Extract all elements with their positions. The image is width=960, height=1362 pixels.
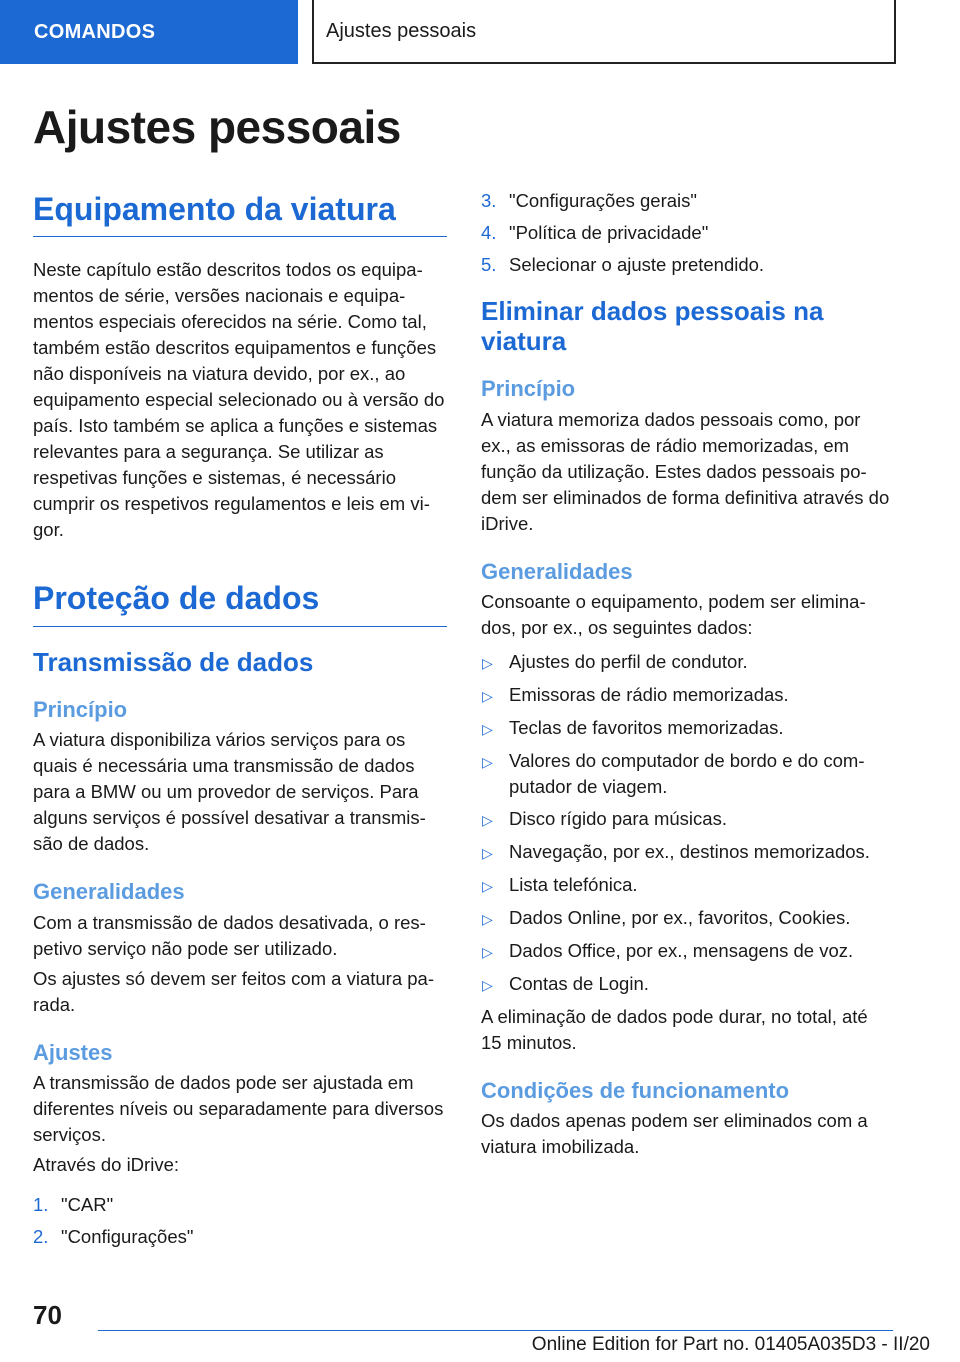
principle-text: A viatura memoriza dados pessoais como, por ex., as emissoras de rádio memorizadas, em função da utilização. Estes dados pessoais podem ser eliminados de forma definitiva através do iDrive. (481, 408, 890, 534)
step-item (481, 188, 891, 214)
list-item (481, 682, 891, 709)
step-item (33, 1224, 447, 1250)
heading-principle: Princípio (33, 696, 128, 722)
list-item (481, 905, 891, 932)
left-column (33, 190, 447, 1256)
step-item (481, 252, 891, 278)
list-item-text: Ajustes do perfil de condutor. (509, 651, 748, 673)
deletable-data-list (481, 649, 891, 998)
triangle-right-icon: ▷ (482, 977, 493, 994)
steps-list-right (481, 188, 891, 278)
heading-settings: Ajustes (33, 1039, 113, 1065)
heading-data-protection: Proteção de dados (33, 579, 447, 626)
step-text: "Política de privacidade" (509, 222, 709, 243)
idrive-text: Através do iDrive: (33, 1154, 179, 1176)
heading-general: Generalidades (481, 558, 633, 584)
list-item (481, 806, 891, 833)
list-item (481, 649, 891, 676)
triangle-right-icon: ▷ (482, 688, 493, 705)
triangle-right-icon: ▷ (482, 878, 493, 895)
list-item-text: Emissoras de rádio memorizadas. (509, 684, 789, 706)
triangle-right-icon: ▷ (482, 944, 493, 961)
page-number: 70 (33, 1300, 62, 1330)
heading-principle: Princípio (481, 376, 576, 402)
principle-text: A viatura disponibiliza vários serviços para os quais é necessária uma transmissão de dados para a BMW ou um provedor de serviços. Para alguns serviços é possível desativar a transmissão de dados. (33, 729, 426, 855)
steps-list-left (33, 1192, 447, 1250)
triangle-right-icon: ▷ (482, 812, 493, 829)
step-number: 3. (481, 190, 497, 211)
heading-data-transmission: Transmissão de dados (33, 646, 314, 677)
footer-edition: Online Edition for Part no. 01405A035D3 - II/20 (531, 1334, 930, 1355)
triangle-right-icon: ▷ (482, 655, 493, 672)
list-item (481, 839, 891, 866)
step-number: 5. (481, 254, 497, 275)
heading-equipment: Equipamento da viatura (33, 190, 447, 237)
heading-general: Generalidades (33, 879, 185, 905)
list-item-text: Dados Online, por ex., favoritos, Cookies. (509, 907, 851, 929)
settings-text: A transmissão de dados pode ser ajustada em diferentes níveis ou separadamente para diversos serviços. (33, 1072, 444, 1146)
step-text: "Configurações gerais" (509, 190, 697, 211)
list-item (481, 715, 891, 742)
list-item-text: Valores do computador de bordo e do computador de viagem. (509, 750, 865, 798)
list-item (481, 872, 891, 899)
general-text-1: Com a transmissão de dados desativada, o respetivo serviço não pode ser utilizado. (33, 911, 426, 959)
footer-divider (98, 1330, 893, 1331)
triangle-right-icon: ▷ (482, 721, 493, 738)
page-title: Ajustes pessoais (33, 101, 401, 153)
general-text: Consoante o equipamento, podem ser eliminados, por ex., os seguintes dados: (481, 591, 866, 639)
step-text: Selecionar o ajuste pretendido. (509, 254, 765, 275)
list-item-text: Navegação, por ex., destinos memorizados. (509, 841, 870, 863)
list-item (481, 971, 891, 998)
header-chapter-title: Ajustes pessoais (312, 0, 896, 64)
step-number: 2. (33, 1226, 49, 1248)
list-item (481, 748, 891, 800)
step-item (33, 1192, 447, 1218)
list-item-text: Contas de Login. (509, 973, 649, 995)
equipment-text: Neste capítulo estão descritos todos os equipamentos de série, versões nacionais e equipamentos especiais oferecidos na série. Como tal, também estão descritos equipamentos e funções não disponíveis na viatura devido, por ex., ao equipamento especial selecionado ou à versão do país. Isto também se aplica a funções e sistemas relevantes para a segurança. Se utilizar as respetivas funções e sistemas, é necessário cumprir os respetivos regulamentos e leis em vigor. (33, 259, 445, 541)
conditions-text: Os dados apenas podem ser eliminados com a viatura imobilizada. (481, 1110, 868, 1158)
general-text-2: Os ajustes só devem ser feitos com a viatura parada. (33, 967, 435, 1015)
heading-delete-personal-data: Eliminar dados pessoais na viatura (481, 296, 824, 357)
step-number: 1. (33, 1194, 49, 1216)
heading-operating-conditions: Condições de funcionamento (481, 1078, 790, 1104)
triangle-right-icon: ▷ (482, 911, 493, 928)
list-item-text: Lista telefónica. (509, 874, 638, 896)
triangle-right-icon: ▷ (482, 845, 493, 862)
list-item (481, 938, 891, 965)
step-text: "Configurações" (61, 1226, 194, 1248)
header-section-tab: COMANDOS (0, 0, 298, 64)
step-text: "CAR" (61, 1194, 114, 1216)
triangle-right-icon: ▷ (482, 754, 493, 771)
step-number: 4. (481, 222, 497, 243)
list-item-text: Dados Office, por ex., mensagens de voz. (509, 940, 854, 962)
list-item-text: Teclas de favoritos memorizadas. (509, 717, 784, 739)
duration-text: A eliminação de dados pode durar, no total, até 15 minutos. (481, 1006, 868, 1054)
step-item (481, 220, 891, 246)
right-column (481, 188, 891, 1164)
list-item-text: Disco rígido para músicas. (509, 808, 727, 830)
